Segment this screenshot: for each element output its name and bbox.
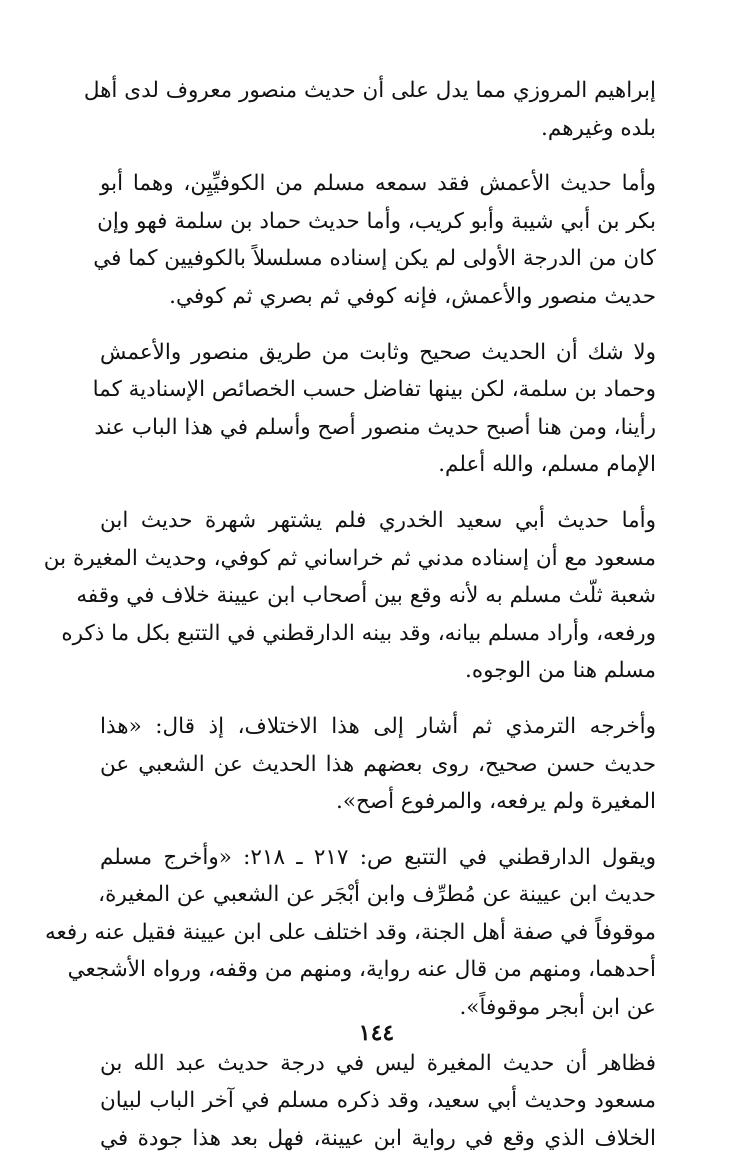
text-line: إبراهيم المروزي مما يدل على أن حديث منصور معروف لدى أهل: [83, 78, 656, 103]
text-line: الخلاف الذي وقع في رواية ابن عيينة، فهل بعد هذا جودة في: [100, 1125, 656, 1151]
paragraph: [92, 334, 656, 484]
text-line: بلده وغيرهم.: [541, 115, 656, 141]
text-line: موقوفاً في صفة أهل الجنة، وقد اختلف على ابن عيينة فقيل عنه رفعه: [44, 919, 656, 945]
text-line: ويقول الدارقطني في التتبع ص: ٢١٧ ـ ٢١٨: «وأخرج مسلم: [100, 844, 657, 870]
paragraph: [93, 165, 656, 315]
paragraph: [43, 502, 656, 690]
text-line: وأما حديث أبي سعيد الخدري فلم يشتهر شهرة حديث ابن: [100, 507, 656, 533]
text-line: وحماد بن سلمة، لكن بينها تفاضل حسب الخصائص الإسنادية كما: [92, 377, 656, 403]
text-line: مسعود وحديث أبي سعيد، وقد ذكره مسلم في آخر الباب لبيان: [100, 1088, 656, 1114]
text-line: حديث ابن عيينة عن مُطرِّف وابن أبْجَر عن الشعبي عن المغيرة،: [98, 882, 656, 908]
text-line: مسعود مع أن إسناده مدني ثم خراساني ثم كوفي، وحديث المغيرة بن: [43, 545, 656, 571]
paragraph: [83, 72, 656, 147]
text-line: رأينا، ومن هنا أصبح حديث منصور أصح وأسلم في هذا الباب عند: [94, 414, 656, 440]
text-line: ورفعه، وأراد مسلم بيانه، وقد بينه الدارقطني في التتبع بكل ما ذكره: [61, 620, 656, 646]
text-line: شعبة ثلّث مسلم به لأنه وقع بين أصحاب ابن عيينة خلاف في وقفه: [76, 583, 656, 609]
page-number: ١٤٤: [358, 1020, 395, 1046]
text-line: وأخرجه الترمذي ثم أشار إلى هذا الاختلاف، إذ قال: «هذا: [100, 713, 656, 739]
text-line: حديث منصور والأعمش، فإنه كوفي ثم بصري ثم كوفي.: [169, 283, 656, 309]
text-line: فظاهر أن حديث المغيرة ليس في درجة حديث عبد الله بن: [100, 1050, 656, 1076]
text-line: مسلم هنا من الوجوه.: [464, 658, 656, 684]
paragraph: [44, 839, 657, 1027]
page-body: [43, 72, 657, 1175]
text-line: عن ابن أبجر موقوفاً».: [459, 995, 656, 1021]
text-line: وأما حديث الأعمش فقد سمعه مسلم من الكوفيِّيِن، وهما أبو: [100, 171, 656, 197]
text-line: ولا شك أن الحديث صحيح وثابت من طريق منصور والأعمش: [100, 339, 656, 365]
text-line: كان من الدرجة الأولى لم يكن إسناده مسلسلاً بالكوفيين كما في: [93, 246, 656, 272]
text-line: حديث حسن صحيح، روى بعضهم هذا الحديث عن الشعبي عن: [100, 751, 656, 777]
paragraph: [100, 708, 656, 821]
text-line: أحدهما، ومنهم من قال عنه رواية، ومنهم من وقفه، ورواه الأشجعي: [67, 957, 656, 983]
text-line: الإمام مسلم، والله أعلم.: [438, 452, 656, 478]
text-line: المغيرة ولم يرفعه، والمرفوع أصح».: [336, 789, 656, 815]
text-line: بكر بن أبي شيبة وأبو كريب، وأما حديث حماد بن سلمة فهو وإن: [97, 208, 656, 234]
paragraph: [100, 1045, 656, 1158]
